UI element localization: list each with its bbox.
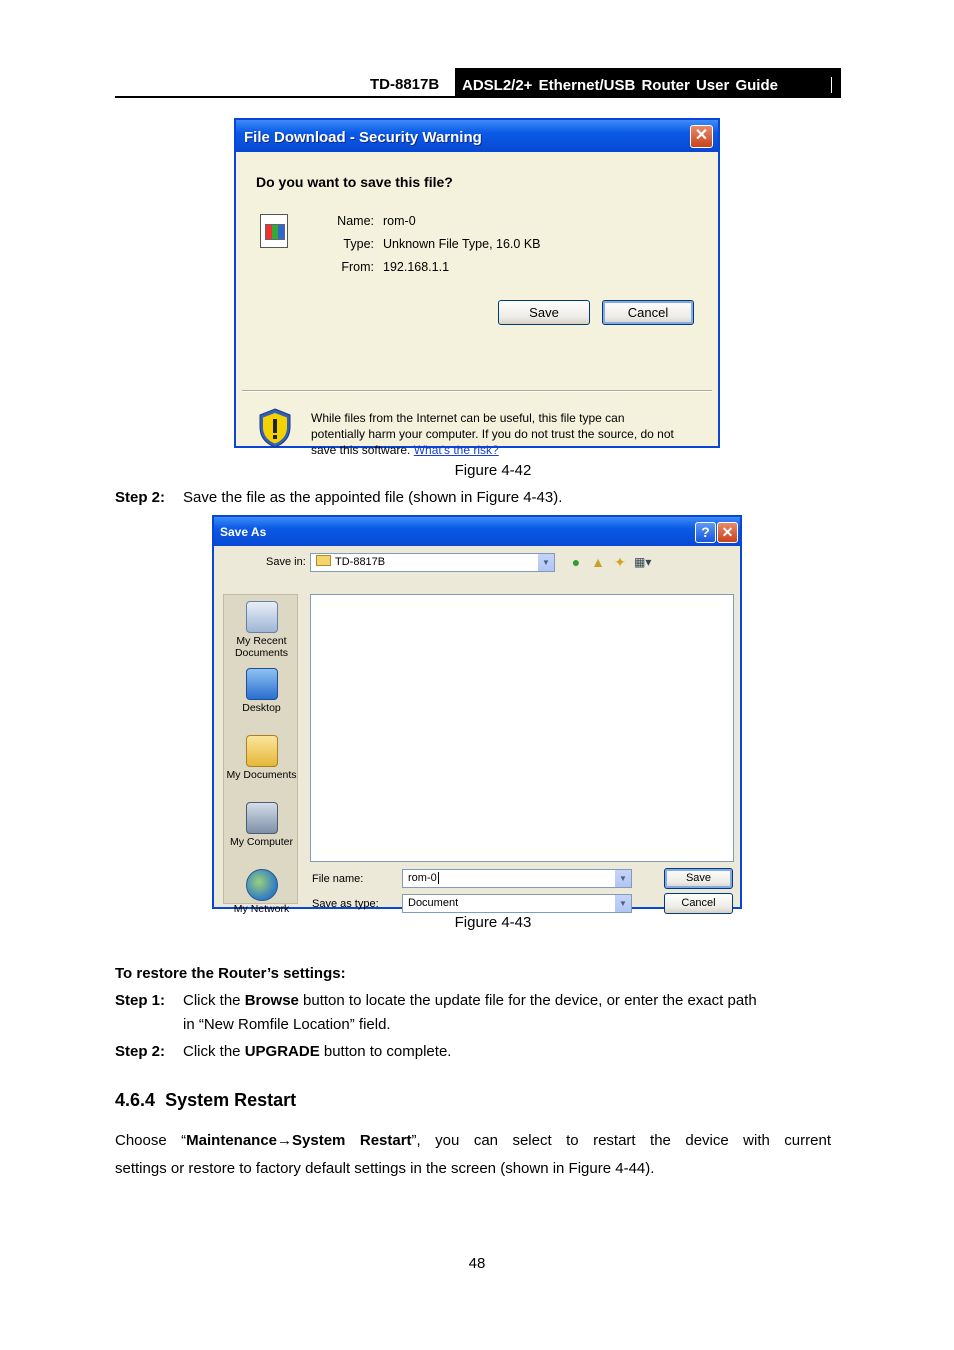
view-menu-icon[interactable]: ▦▾	[634, 555, 652, 569]
file-list[interactable]	[310, 594, 734, 862]
dialog-body	[236, 152, 718, 457]
dialog-question: Do you want to save this file?	[256, 174, 453, 190]
chevron-down-icon[interactable]: ▼	[537, 554, 554, 571]
file-icon	[260, 214, 288, 248]
step2-save-text: Save the file as the appointed file (shown in Figure 4-43).	[183, 489, 563, 506]
place-my-documents[interactable]: My Documents	[224, 735, 299, 781]
whats-the-risk-link[interactable]: What's the risk?	[413, 443, 499, 457]
up-folder-icon[interactable]: ▲	[591, 554, 605, 570]
header-model: TD-8817B	[370, 76, 440, 93]
save-button[interactable]: Save	[498, 300, 590, 325]
security-shield-icon	[258, 408, 292, 448]
save-as-title: Save As	[220, 525, 267, 539]
system-restart-paragraph: Choose “Maintenance→System Restart”, you can select to restart the device with current settings or restore to factory default settings in the screen (shown in Figure 4-44).	[115, 1132, 831, 1177]
recent-documents-icon	[246, 601, 278, 633]
figure-caption-42: Figure 4-42	[454, 462, 532, 479]
name-label: Name:	[337, 214, 374, 228]
place-my-computer[interactable]: My Computer	[224, 802, 299, 848]
save-as-type-label: Save as type:	[312, 898, 379, 910]
figure-caption-43: Figure 4-43	[454, 914, 532, 931]
restore-step1-line2: in “New Romfile Location” field.	[183, 1016, 391, 1033]
chevron-down-icon[interactable]: ▼	[614, 870, 631, 887]
header-rule	[115, 96, 841, 98]
dialog-separator	[242, 390, 712, 392]
step2-save-label: Step 2:	[115, 489, 166, 506]
from-label: From:	[341, 260, 374, 274]
from-value: 192.168.1.1	[383, 260, 450, 274]
back-icon[interactable]: ●	[571, 554, 581, 570]
my-computer-icon	[246, 802, 278, 834]
save-in-label: Save in:	[266, 556, 306, 568]
save-as-save-button[interactable]: Save	[664, 868, 733, 889]
new-folder-icon[interactable]: ✦	[614, 554, 626, 570]
restore-heading: To restore the Router’s settings:	[115, 965, 346, 982]
file-download-dialog	[234, 118, 720, 457]
my-network-icon	[246, 869, 278, 901]
save-as-titlebar[interactable]	[214, 517, 740, 546]
header-title-bar	[455, 68, 841, 97]
place-my-network[interactable]: My Network	[224, 869, 299, 915]
my-documents-icon	[246, 735, 278, 767]
restore-step1-label: Step 1:	[115, 992, 166, 1009]
desktop-icon	[246, 668, 278, 700]
place-desktop[interactable]: Desktop	[224, 668, 299, 714]
save-in-combo[interactable]: TD-8817B ▼	[310, 553, 555, 572]
name-value: rom-0	[383, 214, 416, 228]
help-icon[interactable]: ?	[695, 522, 716, 543]
chevron-down-icon[interactable]: ▼	[614, 895, 631, 912]
header-title: ADSL2/2+ Ethernet/USB Router User Guide	[462, 77, 778, 94]
header-tick	[831, 77, 832, 93]
close-icon[interactable]: ✕	[690, 125, 713, 148]
restore-step2-text: Click the UPGRADE button to complete.	[183, 1043, 452, 1060]
cancel-button[interactable]: Cancel	[602, 300, 694, 325]
dialog-title: File Download - Security Warning	[244, 129, 482, 146]
type-value: Unknown File Type, 16.0 KB	[383, 237, 541, 251]
restore-step2-label: Step 2:	[115, 1043, 166, 1060]
save-as-dialog	[212, 515, 742, 915]
page-number: 48	[468, 1255, 486, 1272]
save-as-body	[214, 546, 740, 915]
restore-step1-text: Click the Browse button to locate the update file for the device, or enter the exact path	[183, 992, 757, 1009]
security-warning-text: While files from the Internet can be useful, this file type can potentially harm your computer. If you do not trust the source, do not save this software. What's the risk?	[311, 411, 674, 457]
close-icon[interactable]: ✕	[717, 522, 738, 543]
save-as-type-select[interactable]: Document ▼	[402, 894, 632, 913]
file-name-input[interactable]: rom-0 ▼	[402, 869, 632, 888]
dialog-titlebar[interactable]	[236, 120, 718, 152]
type-label: Type:	[343, 237, 374, 251]
save-as-cancel-button[interactable]: Cancel	[664, 893, 733, 914]
file-name-label: File name:	[312, 873, 364, 885]
section-heading: 4.6.4 System Restart	[115, 1090, 297, 1110]
places-bar	[223, 594, 298, 915]
folder-icon	[316, 555, 331, 566]
place-my-recent-documents[interactable]: My Recent Documents	[224, 601, 299, 659]
